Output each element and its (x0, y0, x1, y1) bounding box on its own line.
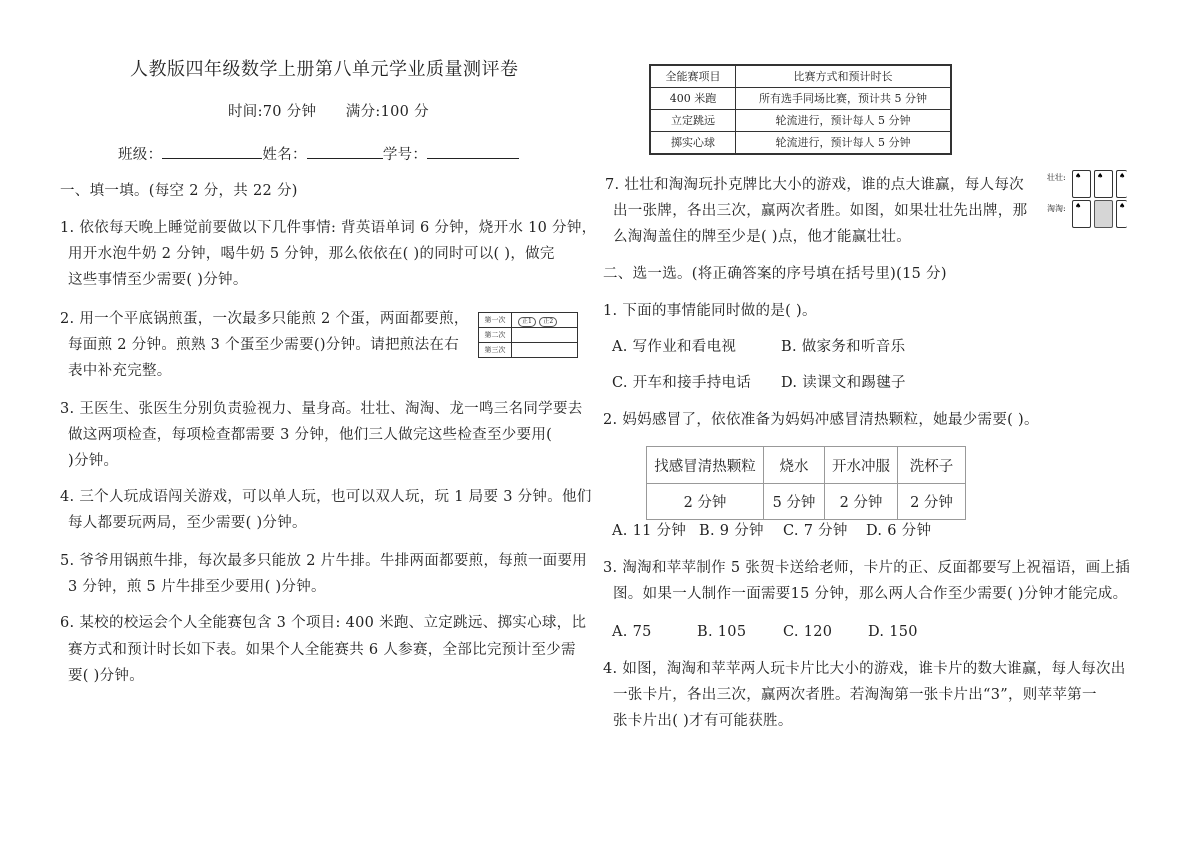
q3-line3: )分钟。 (68, 453, 119, 469)
egg-row-1: 第一次 (479, 313, 512, 328)
s2-q4-line1: 4. 如图，淘淘和苹苹两人玩卡片比大小的游戏，谁卡片的数大谁赢，每人每次出 (603, 661, 1126, 677)
id-label: 学号： (382, 147, 428, 163)
page-title: 人教版四年级数学上册第八单元学业质量测评卷 (130, 59, 519, 80)
s2-q4-line2: 一张卡片，各出三次，赢两次者胜。若淘淘第一张卡片出“3”，则苹苹第一 (613, 687, 1097, 703)
egg-row-2: 第二次 (479, 328, 512, 343)
class-blank[interactable] (162, 144, 262, 159)
playing-card-icon: ♠ (1116, 200, 1127, 228)
s2-q2-opt-d: D. 6 分钟 (866, 523, 932, 539)
event-table (649, 64, 952, 155)
playing-card-icon: ♠ (1116, 170, 1127, 198)
event-row-1-desc: 所有选手同场比赛，预计共 5 分钟 (736, 88, 952, 110)
q6-line2: 赛方式和预计时长如下表。如果个人全能赛共 6 人参赛，全部比完预计至少需 (68, 642, 576, 658)
step-value-2: 5 分钟 (764, 484, 825, 520)
egg-2: 正2 (539, 317, 557, 327)
s2-q1-opt-b: B. 做家务和听音乐 (781, 339, 906, 355)
step-value-3: 2 分钟 (825, 484, 898, 520)
egg-row-3: 第三次 (479, 343, 512, 358)
q5-line1: 5. 爷爷用锅煎牛排，每次最多只能放 2 片牛排。牛排两面都要煎，每煎一面要用 (60, 553, 588, 569)
student-info (118, 144, 519, 165)
section2-heading: 二、选一选。(将正确答案的序号填在括号里)(15 分) (603, 266, 947, 282)
steps-table (646, 446, 966, 520)
q5-line2: 3 分钟，煎 5 片牛排至少要用( )分钟。 (68, 579, 326, 595)
step-header-3: 开水冲服 (825, 447, 898, 484)
q7-line3: 么淘淘盖住的牌至少是( )点，他才能赢壮壮。 (613, 229, 912, 245)
egg-cell-2[interactable] (512, 328, 578, 343)
q1-line1: 1. 依依每天晚上睡觉前要做以下几件事情: 背英语单词 6 分钟，烧开水 10 分钟， (60, 220, 597, 236)
event-row-3-desc: 轮流进行，预计每人 5 分钟 (736, 132, 952, 155)
s2-q1-opt-d: D. 读课文和踢毽子 (781, 375, 906, 391)
q4-line1: 4. 三个人玩成语闯关游戏，可以单人玩，也可以双人玩，玩 1 局要 3 分钟。他们 (60, 489, 592, 505)
s2-q1: 1. 下面的事情能同时做的是( )。 (603, 303, 817, 319)
time-score: 时间:70 分钟 满分:100 分 (228, 104, 429, 120)
step-value-4: 2 分钟 (898, 484, 966, 520)
s2-q3-opt-d: D. 150 (868, 624, 918, 640)
event-row-1-name: 400 米跑 (650, 88, 736, 110)
name-label: 姓名： (262, 147, 307, 163)
egg-1: 正1 (518, 317, 536, 327)
egg-cell-3[interactable] (512, 343, 578, 358)
s2-q2-opt-c: C. 7 分钟 (783, 523, 848, 539)
egg-table (478, 312, 578, 358)
q7-line2: 出一张牌，各出三次，赢两次者胜。如图，如果壮壮先出牌，那 (613, 203, 1028, 219)
q6-line1: 6. 某校的校运会个人全能赛包含 3 个项目: 400 米跑、立定跳远、掷实心球，比 (60, 615, 587, 631)
playing-card-icon: ♠ (1072, 200, 1091, 228)
q1-line2: 用开水泡牛奶 2 分钟，喝牛奶 5 分钟，那么依依在( )的同时可以( )，做完 (68, 246, 555, 262)
q3-line1: 3. 王医生、张医生分别负责验视力、量身高。壮壮、淘淘、龙一鸣三名同学要去 (60, 401, 583, 417)
q4-line2: 每人都要玩两局，至少需要( )分钟。 (68, 515, 307, 531)
q6-line3: 要( )分钟。 (68, 668, 145, 684)
playing-card-icon: ♠ (1072, 170, 1091, 198)
event-row-3-name: 掷实心球 (650, 132, 736, 155)
s2-q1-opt-c: C. 开车和接手持电话 (612, 375, 752, 391)
step-header-1: 找感冒清热颗粒 (647, 447, 764, 484)
event-row-2-desc: 轮流进行，预计每人 5 分钟 (736, 110, 952, 132)
step-header-2: 烧水 (764, 447, 825, 484)
q2-line1: 2. 用一个平底锅煎蛋，一次最多只能煎 2 个蛋，两面都要煎， (60, 311, 469, 327)
s2-q3-opt-a: A. 75 (612, 624, 652, 640)
q2-line2: 每面煎 2 分钟。煎熟 3 个蛋至少需要()分钟。请把煎法在右 (68, 337, 459, 353)
s2-q3-line2: 图。如果一人制作一面需要15 分钟，那么两人合作至少需要( )分钟才能完成。 (613, 586, 1128, 602)
q2-line3: 表中补充完整。 (68, 363, 172, 379)
s2-q3-opt-c: C. 120 (783, 624, 833, 640)
name-blank[interactable] (307, 144, 383, 159)
q7-line1: 7. 壮壮和淘淘玩扑克牌比大小的游戏，谁的点大谁赢，每人每次 (605, 177, 1024, 193)
s2-q4-line3: 张卡片出( )才有可能获胜。 (613, 713, 793, 729)
step-header-4: 洗杯子 (898, 447, 966, 484)
s2-q2-opt-a: A. 11 分钟 (612, 523, 687, 539)
step-value-1: 2 分钟 (647, 484, 764, 520)
id-blank[interactable] (427, 144, 519, 159)
s2-q3-opt-b: B. 105 (697, 624, 747, 640)
s2-q3-line1: 3. 淘淘和苹苹制作 5 张贺卡送给老师，卡片的正、反面都要写上祝福语，画上插 (603, 560, 1131, 576)
zhuang-label: 壮壮: (1047, 173, 1066, 182)
event-header-1: 全能赛项目 (650, 65, 736, 88)
s2-q2: 2. 妈妈感冒了，依依准备为妈妈冲感冒清热颗粒，她最少需要( )。 (603, 412, 1039, 428)
event-header-2: 比赛方式和预计时长 (736, 65, 952, 88)
event-row-2-name: 立定跳远 (650, 110, 736, 132)
s2-q2-opt-b: B. 9 分钟 (699, 523, 764, 539)
q1-line3: 这些事情至少需要( )分钟。 (68, 272, 248, 288)
class-label: 班级： (118, 147, 163, 163)
section1-heading: 一、填一填。(每空 2 分，共 22 分) (60, 183, 298, 199)
s2-q1-opt-a: A. 写作业和看电视 (612, 339, 737, 355)
q3-line2: 做这两项检查，每项检查都需要 3 分钟，他们三人做完这些检查至少要用( (68, 427, 553, 443)
face-down-card-icon (1094, 200, 1113, 228)
playing-card-icon: ♠ (1094, 170, 1113, 198)
tao-label: 淘淘: (1047, 204, 1066, 213)
